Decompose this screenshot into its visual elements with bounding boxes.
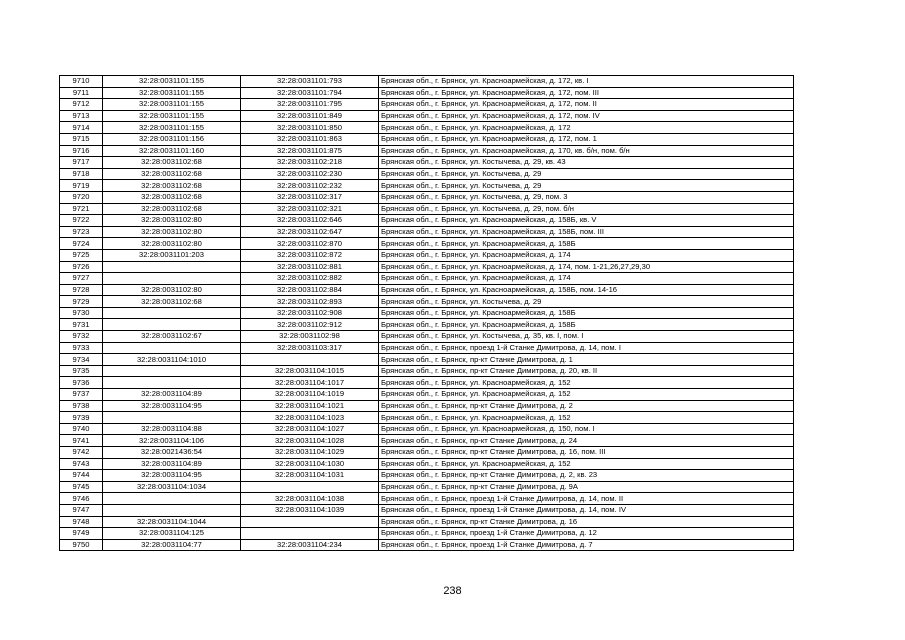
table-row (60, 319, 794, 331)
target-cadastral-number-cell: 32:28:0031104:1030 (241, 458, 379, 470)
address-cell: Брянская обл., г. Брянск, ул. Красноармейская, д. 172, пом. 1 (379, 133, 794, 145)
target-cadastral-number-cell: 32:28:0031102:98 (241, 331, 379, 343)
source-cadastral-number-cell: 32:28:0031101:155 (103, 110, 241, 122)
address-cell: Брянская обл., г. Брянск, ул. Костычева, д. 29 (379, 180, 794, 192)
source-cadastral-number-cell (103, 261, 241, 273)
row-number-cell: 9731 (60, 319, 103, 331)
address-cell: Брянская обл., г. Брянск, ул. Красноармейская, д. 174 (379, 249, 794, 261)
row-number-cell: 9747 (60, 504, 103, 516)
target-cadastral-number-cell: 32:28:0031102:882 (241, 273, 379, 285)
table-row (60, 238, 794, 250)
source-cadastral-number-cell: 32:28:0031102:80 (103, 226, 241, 238)
target-cadastral-number-cell: 32:28:0031104:1038 (241, 493, 379, 505)
address-cell: Брянская обл., г. Брянск, пр-кт Станке Димитрова, д. 2, кв. 23 (379, 470, 794, 482)
target-cadastral-number-cell: 32:28:0031101:863 (241, 133, 379, 145)
table-row (60, 145, 794, 157)
table-row (60, 296, 794, 308)
address-cell: Брянская обл., г. Брянск, ул. Костычева, д. 29 (379, 168, 794, 180)
row-number-cell: 9744 (60, 470, 103, 482)
row-number-cell: 9722 (60, 215, 103, 227)
table-row (60, 284, 794, 296)
source-cadastral-number-cell: 32:28:0031104:95 (103, 470, 241, 482)
source-cadastral-number-cell: 32:28:0031104:1044 (103, 516, 241, 528)
table-row (60, 191, 794, 203)
target-cadastral-number-cell: 32:28:0031102:912 (241, 319, 379, 331)
target-cadastral-number-cell: 32:28:0031102:646 (241, 215, 379, 227)
address-cell: Брянская обл., г. Брянск, ул. Красноармейская, д. 170, кв. б/н, пом. б/н (379, 145, 794, 157)
table-row (60, 470, 794, 482)
table-row (60, 412, 794, 424)
row-number-cell: 9743 (60, 458, 103, 470)
table-row (60, 215, 794, 227)
address-cell: Брянская обл., г. Брянск, ул. Красноармейская, д. 150, пом. I (379, 423, 794, 435)
address-cell: Брянская обл., г. Брянск, ул. Костычева, д. 29, пом. б/н (379, 203, 794, 215)
row-number-cell: 9713 (60, 110, 103, 122)
table-row (60, 249, 794, 261)
target-cadastral-number-cell: 32:28:0031101:795 (241, 99, 379, 111)
table-row (60, 365, 794, 377)
address-cell: Брянская обл., г. Брянск, ул. Красноармейская, д. 172, пом. IV (379, 110, 794, 122)
table-row (60, 133, 794, 145)
row-number-cell: 9716 (60, 145, 103, 157)
target-cadastral-number-cell: 32:28:0031101:875 (241, 145, 379, 157)
table-row (60, 307, 794, 319)
address-cell: Брянская обл., г. Брянск, ул. Костычева, д. 29, пом. 3 (379, 191, 794, 203)
address-cell: Брянская обл., г. Брянск, ул. Костычева, д. 29 (379, 296, 794, 308)
address-cell: Брянская обл., г. Брянск, ул. Красноармейская, д. 172, пом. II (379, 99, 794, 111)
source-cadastral-number-cell: 32:28:0031104:106 (103, 435, 241, 447)
target-cadastral-number-cell: 32:28:0031104:1031 (241, 470, 379, 482)
address-cell: Брянская обл., г. Брянск, пр-кт Станке Димитрова, д. 9А (379, 481, 794, 493)
target-cadastral-number-cell: 32:28:0031102:230 (241, 168, 379, 180)
table-body (60, 76, 794, 551)
table-row (60, 423, 794, 435)
target-cadastral-number-cell: 32:28:0031102:317 (241, 191, 379, 203)
table-row (60, 458, 794, 470)
table-row (60, 435, 794, 447)
source-cadastral-number-cell: 32:28:0031102:68 (103, 191, 241, 203)
row-number-cell: 9732 (60, 331, 103, 343)
address-cell: Брянская обл., г. Брянск, ул. Костычева, д. 29, кв. 43 (379, 157, 794, 169)
row-number-cell: 9742 (60, 447, 103, 459)
target-cadastral-number-cell: 32:28:0031103:317 (241, 342, 379, 354)
address-cell: Брянская обл., г. Брянск, ул. Красноармейская, д. 174 (379, 273, 794, 285)
target-cadastral-number-cell (241, 481, 379, 493)
source-cadastral-number-cell: 32:28:0031102:68 (103, 296, 241, 308)
table-row (60, 354, 794, 366)
address-cell: Брянская обл., г. Брянск, ул. Красноармейская, д. 172, пом. III (379, 87, 794, 99)
address-cell: Брянская обл., г. Брянск, проезд 1-й Станке Димитрова, д. 12 (379, 528, 794, 540)
row-number-cell: 9710 (60, 76, 103, 88)
source-cadastral-number-cell: 32:28:0031101:203 (103, 249, 241, 261)
source-cadastral-number-cell: 32:28:0031102:68 (103, 168, 241, 180)
source-cadastral-number-cell: 32:28:0031102:68 (103, 180, 241, 192)
source-cadastral-number-cell (103, 377, 241, 389)
target-cadastral-number-cell (241, 516, 379, 528)
source-cadastral-number-cell (103, 365, 241, 377)
address-cell: Брянская обл., г. Брянск, проезд 1-й Станке Димитрова, д. 7 (379, 539, 794, 551)
row-number-cell: 9746 (60, 493, 103, 505)
address-cell: Брянская обл., г. Брянск, пр-кт Станке Димитрова, д. 16, пом. III (379, 447, 794, 459)
table-row (60, 226, 794, 238)
row-number-cell: 9739 (60, 412, 103, 424)
target-cadastral-number-cell (241, 354, 379, 366)
table-row (60, 481, 794, 493)
address-cell: Брянская обл., г. Брянск, пр-кт Станке Димитрова, д. 20, кв. II (379, 365, 794, 377)
row-number-cell: 9736 (60, 377, 103, 389)
target-cadastral-number-cell: 32:28:0031104:1015 (241, 365, 379, 377)
address-cell: Брянская обл., г. Брянск, ул. Красноармейская, д. 158Б, пом. 14-16 (379, 284, 794, 296)
table-row (60, 400, 794, 412)
target-cadastral-number-cell: 32:28:0031101:850 (241, 122, 379, 134)
target-cadastral-number-cell: 32:28:0031104:1017 (241, 377, 379, 389)
source-cadastral-number-cell: 32:28:0021436:54 (103, 447, 241, 459)
target-cadastral-number-cell: 32:28:0031102:884 (241, 284, 379, 296)
source-cadastral-number-cell (103, 342, 241, 354)
target-cadastral-number-cell: 32:28:0031104:1029 (241, 447, 379, 459)
source-cadastral-number-cell: 32:28:0031104:1034 (103, 481, 241, 493)
address-cell: Брянская обл., г. Брянск, ул. Красноармейская, д. 158Б (379, 319, 794, 331)
row-number-cell: 9737 (60, 389, 103, 401)
table-row (60, 168, 794, 180)
row-number-cell: 9718 (60, 168, 103, 180)
source-cadastral-number-cell: 32:28:0031102:67 (103, 331, 241, 343)
row-number-cell: 9730 (60, 307, 103, 319)
source-cadastral-number-cell (103, 307, 241, 319)
source-cadastral-number-cell: 32:28:0031104:88 (103, 423, 241, 435)
address-cell: Брянская обл., г. Брянск, ул. Костычева, д. 35, кв. I, пом. I (379, 331, 794, 343)
source-cadastral-number-cell: 32:28:0031101:155 (103, 122, 241, 134)
row-number-cell: 9741 (60, 435, 103, 447)
row-number-cell: 9735 (60, 365, 103, 377)
address-cell: Брянская обл., г. Брянск, ул. Красноармейская, д. 172, кв. I (379, 76, 794, 88)
address-cell: Брянская обл., г. Брянск, ул. Красноармейская, д. 172 (379, 122, 794, 134)
table-row (60, 87, 794, 99)
address-cell: Брянская обл., г. Брянск, ул. Красноармейская, д. 158Б (379, 238, 794, 250)
source-cadastral-number-cell: 32:28:0031102:80 (103, 238, 241, 250)
target-cadastral-number-cell: 32:28:0031104:1019 (241, 389, 379, 401)
address-cell: Брянская обл., г. Брянск, пр-кт Станке Димитрова, д. 2 (379, 400, 794, 412)
target-cadastral-number-cell: 32:28:0031104:1039 (241, 504, 379, 516)
source-cadastral-number-cell: 32:28:0031102:80 (103, 215, 241, 227)
table-row (60, 273, 794, 285)
table-row (60, 99, 794, 111)
row-number-cell: 9714 (60, 122, 103, 134)
source-cadastral-number-cell (103, 412, 241, 424)
source-cadastral-number-cell (103, 273, 241, 285)
source-cadastral-number-cell: 32:28:0031102:68 (103, 157, 241, 169)
address-cell: Брянская обл., г. Брянск, ул. Красноармейская, д. 158Б, кв. V (379, 215, 794, 227)
target-cadastral-number-cell: 32:28:0031102:872 (241, 249, 379, 261)
address-cell: Брянская обл., г. Брянск, проезд 1-й Станке Димитрова, д. 14, пом. IV (379, 504, 794, 516)
source-cadastral-number-cell: 32:28:0031101:160 (103, 145, 241, 157)
table-row (60, 331, 794, 343)
row-number-cell: 9712 (60, 99, 103, 111)
address-cell: Брянская обл., г. Брянск, ул. Красноармейская, д. 158Б, пом. III (379, 226, 794, 238)
address-cell: Брянская обл., г. Брянск, ул. Красноармейская, д. 174, пом. 1-21,26,27,29,30 (379, 261, 794, 273)
source-cadastral-number-cell: 32:28:0031104:89 (103, 458, 241, 470)
target-cadastral-number-cell: 32:28:0031101:793 (241, 76, 379, 88)
address-cell: Брянская обл., г. Брянск, пр-кт Станке Димитрова, д. 1 (379, 354, 794, 366)
target-cadastral-number-cell: 32:28:0031104:234 (241, 539, 379, 551)
source-cadastral-number-cell: 32:28:0031104:95 (103, 400, 241, 412)
target-cadastral-number-cell: 32:28:0031102:232 (241, 180, 379, 192)
row-number-cell: 9724 (60, 238, 103, 250)
row-number-cell: 9728 (60, 284, 103, 296)
source-cadastral-number-cell: 32:28:0031104:77 (103, 539, 241, 551)
target-cadastral-number-cell: 32:28:0031101:849 (241, 110, 379, 122)
address-cell: Брянская обл., г. Брянск, пр-кт Станке Димитрова, д. 24 (379, 435, 794, 447)
table-row (60, 342, 794, 354)
row-number-cell: 9715 (60, 133, 103, 145)
target-cadastral-number-cell: 32:28:0031102:321 (241, 203, 379, 215)
target-cadastral-number-cell: 32:28:0031102:908 (241, 307, 379, 319)
source-cadastral-number-cell: 32:28:0031101:156 (103, 133, 241, 145)
target-cadastral-number-cell: 32:28:0031104:1027 (241, 423, 379, 435)
source-cadastral-number-cell: 32:28:0031101:155 (103, 76, 241, 88)
source-cadastral-number-cell: 32:28:0031104:1010 (103, 354, 241, 366)
table-row (60, 76, 794, 88)
target-cadastral-number-cell: 32:28:0031102:218 (241, 157, 379, 169)
table-row (60, 110, 794, 122)
target-cadastral-number-cell (241, 528, 379, 540)
target-cadastral-number-cell: 32:28:0031102:647 (241, 226, 379, 238)
address-cell: Брянская обл., г. Брянск, пр-кт Станке Димитрова, д. 16 (379, 516, 794, 528)
cadastral-table (59, 75, 794, 551)
address-cell: Брянская обл., г. Брянск, ул. Красноармейская, д. 152 (379, 458, 794, 470)
target-cadastral-number-cell: 32:28:0031104:1023 (241, 412, 379, 424)
row-number-cell: 9733 (60, 342, 103, 354)
row-number-cell: 9750 (60, 539, 103, 551)
source-cadastral-number-cell: 32:28:0031102:80 (103, 284, 241, 296)
target-cadastral-number-cell: 32:28:0031101:794 (241, 87, 379, 99)
source-cadastral-number-cell (103, 493, 241, 505)
row-number-cell: 9726 (60, 261, 103, 273)
target-cadastral-number-cell: 32:28:0031104:1028 (241, 435, 379, 447)
row-number-cell: 9717 (60, 157, 103, 169)
target-cadastral-number-cell: 32:28:0031102:893 (241, 296, 379, 308)
source-cadastral-number-cell: 32:28:0031101:155 (103, 87, 241, 99)
page-number: 238 (443, 585, 462, 597)
table-row (60, 203, 794, 215)
address-cell: Брянская обл., г. Брянск, ул. Красноармейская, д. 152 (379, 377, 794, 389)
source-cadastral-number-cell (103, 319, 241, 331)
source-cadastral-number-cell: 32:28:0031104:89 (103, 389, 241, 401)
row-number-cell: 9749 (60, 528, 103, 540)
row-number-cell: 9729 (60, 296, 103, 308)
target-cadastral-number-cell: 32:28:0031102:881 (241, 261, 379, 273)
row-number-cell: 9720 (60, 191, 103, 203)
table-row (60, 447, 794, 459)
table-row (60, 504, 794, 516)
table-row (60, 389, 794, 401)
row-number-cell: 9738 (60, 400, 103, 412)
row-number-cell: 9745 (60, 481, 103, 493)
row-number-cell: 9740 (60, 423, 103, 435)
row-number-cell: 9725 (60, 249, 103, 261)
row-number-cell: 9734 (60, 354, 103, 366)
table-row (60, 539, 794, 551)
table-row (60, 180, 794, 192)
row-number-cell: 9711 (60, 87, 103, 99)
address-cell: Брянская обл., г. Брянск, проезд 1-й Станке Димитрова, д. 14, пом. II (379, 493, 794, 505)
target-cadastral-number-cell: 32:28:0031102:870 (241, 238, 379, 250)
source-cadastral-number-cell: 32:28:0031101:155 (103, 99, 241, 111)
row-number-cell: 9719 (60, 180, 103, 192)
row-number-cell: 9721 (60, 203, 103, 215)
table-row (60, 516, 794, 528)
source-cadastral-number-cell: 32:28:0031102:68 (103, 203, 241, 215)
table-row (60, 122, 794, 134)
address-cell: Брянская обл., г. Брянск, проезд 1-й Станке Димитрова, д. 14, пом. I (379, 342, 794, 354)
table-row (60, 261, 794, 273)
table-row (60, 157, 794, 169)
table-row (60, 377, 794, 389)
row-number-cell: 9748 (60, 516, 103, 528)
address-cell: Брянская обл., г. Брянск, ул. Красноармейская, д. 152 (379, 389, 794, 401)
source-cadastral-number-cell: 32:28:0031104:125 (103, 528, 241, 540)
table-row (60, 493, 794, 505)
address-cell: Брянская обл., г. Брянск, ул. Красноармейская, д. 152 (379, 412, 794, 424)
source-cadastral-number-cell (103, 504, 241, 516)
target-cadastral-number-cell: 32:28:0031104:1021 (241, 400, 379, 412)
address-cell: Брянская обл., г. Брянск, ул. Красноармейская, д. 158Б (379, 307, 794, 319)
row-number-cell: 9723 (60, 226, 103, 238)
row-number-cell: 9727 (60, 273, 103, 285)
table-row (60, 528, 794, 540)
